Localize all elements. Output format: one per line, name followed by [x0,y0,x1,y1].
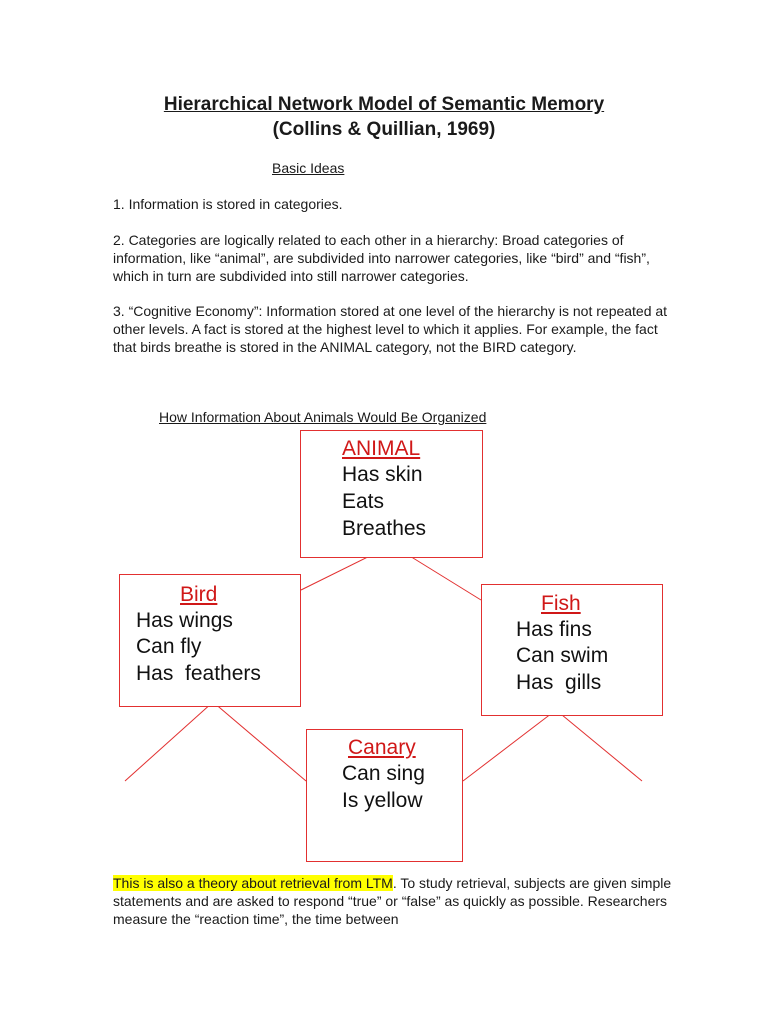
animal-fact: Eats [342,490,385,513]
connector-fish-right [556,710,642,781]
connector-bird-canary [213,702,306,781]
point-3: 3. “Cognitive Economy”: Information stored at one level of the hierarchy is not repeated at other levels. A fact is stored at the highest level to which it applies. For example, the fact that birds breathe is stored in the ANIMAL category, not the BIRD category. [113,303,668,355]
point-2: 2. Categories are logically related to each other in a hierarchy: Broad categories of information, like “animal”, are subdivided into narrower categories, like “bird” and “fish”, which in turn are subdivided into still narrower categories. [113,232,650,284]
fish-node [481,584,663,716]
title-line-2: (Collins & Quillian, 1969) [272,119,496,140]
point-1: 1. Information is stored in categories. [113,196,343,212]
canary-node [306,729,463,862]
animal-label: ANIMAL [342,437,421,460]
highlighted-text: This is also a theory about retrieval from LTM [113,875,393,891]
connector-fish-canary [463,710,556,781]
animal-node [300,430,483,558]
connector-bird-left [125,702,213,781]
title-line-1: Hierarchical Network Model of Semantic Memory [163,94,605,115]
fish-label: Fish [541,592,581,615]
canary-label: Canary [348,736,416,759]
fish-fact: Can swim [516,644,609,667]
bird-fact: Has feathers [136,662,261,685]
section-heading: Basic Ideas [272,160,345,176]
canary-fact: Is yellow [342,789,423,812]
bird-node [119,574,301,707]
animal-fact: Has skin [342,463,423,486]
bird-fact: Can fly [136,635,202,658]
bird-label: Bird [180,583,218,606]
fish-fact: Has gills [516,671,602,694]
paragraph-rest: . To study retrieval, subjects are given simple statements and are asked to respond “true” or “false” as quickly as possible. Researchers measure the “reaction time”, the time between [113,875,672,927]
retrieval-paragraph [113,874,673,928]
canary-fact: Can sing [342,762,425,785]
fish-fact: Has fins [516,618,592,641]
animal-fact: Breathes [342,517,427,540]
bird-fact: Has wings [136,609,233,632]
diagram-caption: How Information About Animals Would Be Organized [159,409,487,425]
